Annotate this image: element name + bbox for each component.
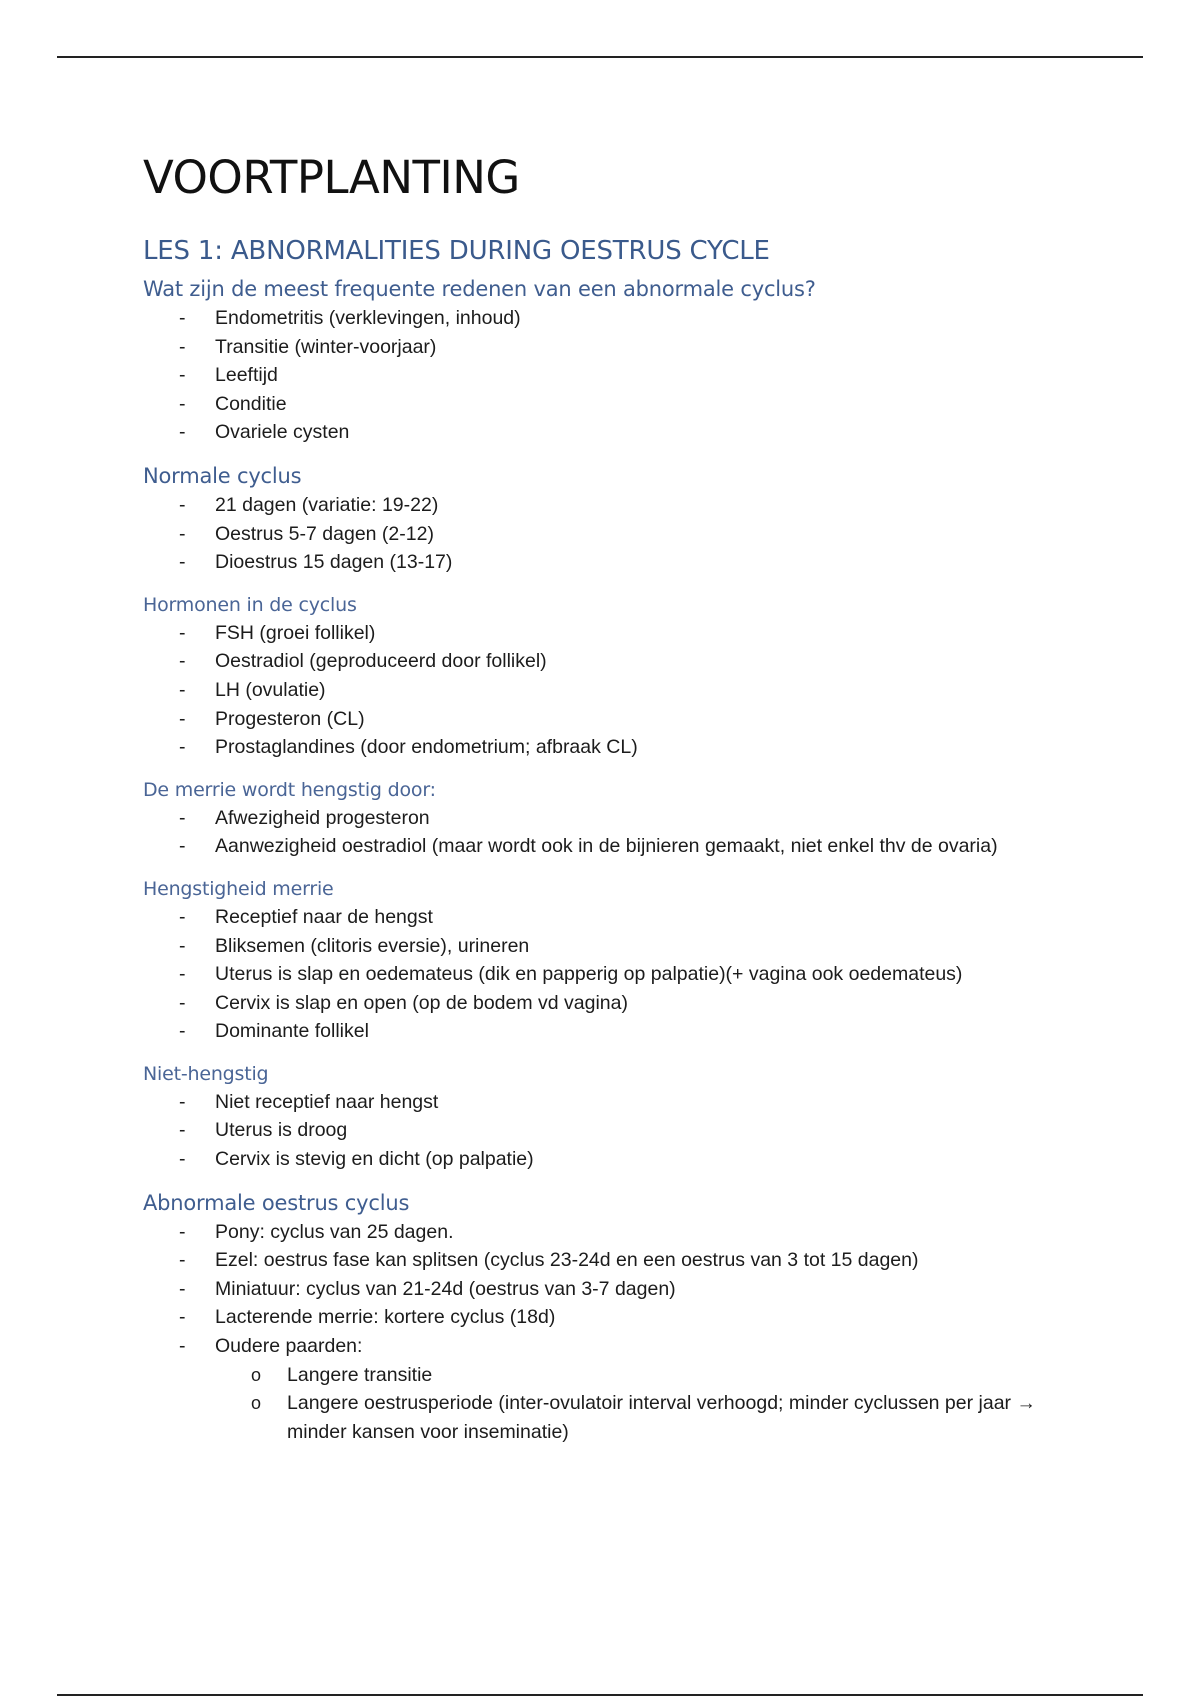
sub-bullet-list [143,1361,1063,1447]
list-item: - Leeftijd [143,361,1063,390]
list-item: - Oudere paarden: [143,1332,1063,1361]
section-heading: Normale cyclus [143,463,302,488]
sub-list-item: o Langere oestrusperiode (inter-ovulatoir interval verhoogd; minder cyclussen per jaar → minder kansen voor inseminatie) [215,1389,1063,1446]
bullet-list [143,804,1063,861]
list-item: - Endometritis (verklevingen, inhoud) [143,304,1063,333]
bullet-list [143,619,1063,762]
list-item: - Pony: cyclus van 25 dagen. [143,1218,1063,1247]
section-normal-cycle [143,461,1063,577]
bullet-list [143,1088,1063,1174]
list-item: - Cervix is slap en open (op de bodem vd vagina) [143,989,1063,1018]
list-item: - Dioestrus 15 dagen (13-17) [143,548,1063,577]
section-heading: Niet-hengstig [143,1062,269,1085]
list-item: - Uterus is droog [143,1116,1063,1145]
list-item: - Aanwezigheid oestradiol (maar wordt ook in de bijnieren gemaakt, niet enkel thv de ovaria) [143,832,1063,861]
section-in-heat-cause [143,776,1063,861]
list-item: - Bliksemen (clitoris eversie), urineren [143,932,1063,961]
list-item: - Cervix is stevig en dicht (op palpatie) [143,1145,1063,1174]
list-item: - Dominante follikel [143,1017,1063,1046]
bullet-list [143,903,1063,1046]
header-rule [57,56,1143,58]
section-mare-in-heat [143,875,1063,1046]
list-item: - Oestrus 5-7 dagen (2-12) [143,520,1063,549]
list-item: - 21 dagen (variatie: 19-22) [143,491,1063,520]
section-heading: Abnormale oestrus cyclus [143,1190,410,1215]
list-item: - Conditie [143,390,1063,419]
bullet-list [143,1218,1063,1361]
list-item: - Receptief naar de hengst [143,903,1063,932]
list-item: - Progesteron (CL) [143,705,1063,734]
footer-rule [57,1694,1143,1696]
section-abnormal-oestrus [143,1188,1063,1447]
list-item: - Prostaglandines (door endometrium; afbraak CL) [143,733,1063,762]
list-item: - Ezel: oestrus fase kan splitsen (cyclus 23-24d en een oestrus van 3 tot 15 dagen) [143,1246,1063,1275]
list-item: - Lacterende merrie: kortere cyclus (18d) [143,1303,1063,1332]
section-abnormal-causes [143,274,1063,447]
list-item: - Niet receptief naar hengst [143,1088,1063,1117]
list-item: - Transitie (winter-voorjaar) [143,333,1063,362]
list-item: - Uterus is slap en oedemateus (dik en papperig op palpatie)(+ vagina ook oedemateus) [143,960,1063,989]
document-title: VOORTPLANTING [143,151,520,204]
section-heading: De merrie wordt hengstig door: [143,778,436,801]
list-item: - Ovariele cysten [143,418,1063,447]
list-item: - Miniatuur: cyclus van 21-24d (oestrus van 3-7 dagen) [143,1275,1063,1304]
section-heading: Hormonen in de cyclus [143,593,357,616]
list-item: - Afwezigheid progesteron [143,804,1063,833]
bullet-list [143,304,1063,447]
document-body [143,148,1063,1460]
section-not-in-heat [143,1060,1063,1174]
list-item: - FSH (groei follikel) [143,619,1063,648]
bullet-list [143,491,1063,577]
section-heading: Wat zijn de meest frequente redenen van een abnormale cyclus? [143,277,816,301]
list-item: - Oestradiol (geproduceerd door follikel) [143,647,1063,676]
list-item: - LH (ovulatie) [143,676,1063,705]
section-hormones [143,591,1063,762]
sub-list-item: o Langere transitie [215,1361,1063,1390]
section-heading: Hengstigheid merrie [143,877,334,900]
lesson-heading: LES 1: ABNORMALITIES DURING OESTRUS CYCLE [143,236,770,266]
